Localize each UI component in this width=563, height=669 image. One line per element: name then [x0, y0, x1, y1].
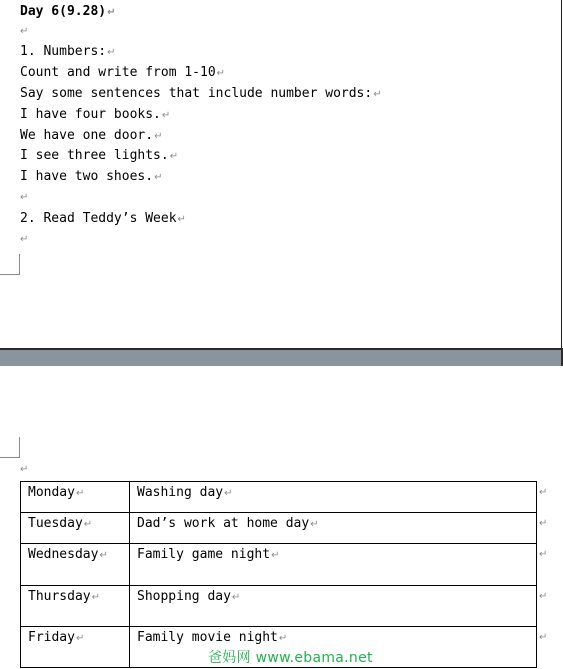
page-margin-corner-marker — [0, 437, 20, 458]
table-cell-activity: Shopping day↵ — [130, 586, 537, 627]
empty-paragraph-mark: ↵ — [20, 26, 29, 37]
table-row — [21, 586, 537, 627]
site-watermark: 爸妈网 www.ebama.net — [208, 650, 373, 666]
table-cell-day: Wednesday↵ — [21, 544, 130, 586]
empty-paragraph-mark: ↵ — [20, 192, 29, 203]
document-title: Day 6(9.28)↵ — [20, 4, 116, 19]
example-sentence-books: I have four books.↵ — [20, 107, 171, 122]
empty-paragraph-mark: ↵ — [20, 234, 29, 245]
example-sentence-door: We have one door.↵ — [20, 128, 163, 143]
empty-paragraph-mark: ↵ — [20, 464, 29, 475]
table-cell-activity: Family game night↵ — [130, 544, 537, 586]
table-row — [21, 513, 537, 544]
table-row-end-mark: ↵ — [539, 632, 548, 643]
instruction-count-write: Count and write from 1-10↵ — [20, 65, 226, 80]
table-row — [21, 544, 537, 586]
table-cell-day: Thursday↵ — [21, 586, 130, 627]
table-cell-activity: Washing day↵ — [130, 482, 537, 513]
example-sentence-shoes: I have two shoes.↵ — [20, 169, 163, 184]
table-row-end-mark: ↵ — [539, 487, 548, 498]
table-cell-activity: Family movie night↵ — [130, 627, 537, 668]
page-margin-corner-marker — [0, 254, 20, 275]
table-cell-day: Tuesday↵ — [21, 513, 130, 544]
table-cell-activity: Dad’s work at home day↵ — [130, 513, 537, 544]
table-row-end-mark: ↵ — [539, 591, 548, 602]
page-separator — [0, 348, 563, 366]
instruction-say-sentences: Say some sentences that include number words:↵ — [20, 86, 382, 101]
example-sentence-lights: I see three lights.↵ — [20, 148, 179, 163]
table-cell-day: Friday↵ — [21, 627, 130, 668]
table-row — [21, 482, 537, 513]
teddys-week-table — [20, 481, 537, 668]
section-1-heading: 1. Numbers:↵ — [20, 44, 116, 59]
section-2-heading: 2. Read Teddy’s Week↵ — [20, 211, 186, 226]
table-row-end-mark: ↵ — [539, 518, 548, 529]
table-row-end-mark: ↵ — [539, 549, 548, 560]
table-cell-day: Monday↵ — [21, 482, 130, 513]
